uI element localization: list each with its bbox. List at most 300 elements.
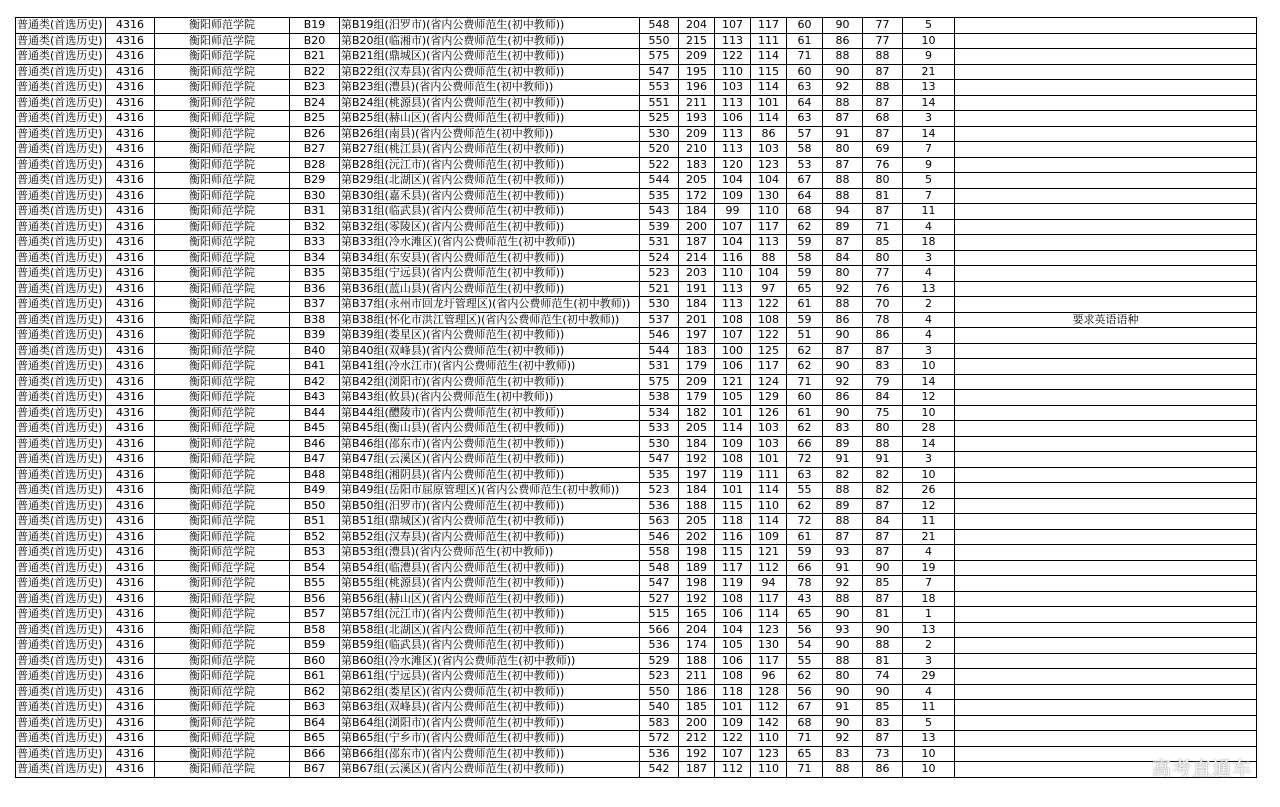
cell-category: 普通类(首选历史) <box>16 157 106 173</box>
cell-group-code: B59 <box>290 638 340 654</box>
cell-code: 4316 <box>106 498 155 514</box>
table-row <box>16 576 1257 592</box>
cell-score-5: 70 <box>863 297 903 313</box>
cell-max-score: 533 <box>640 421 679 437</box>
cell-group-name: 第B48组(湘阴县)(省内公费师范生(初中教师)) <box>340 467 640 483</box>
cell-school: 衡阳师范学院 <box>155 235 290 251</box>
cell-group-code: B56 <box>290 591 340 607</box>
cell-score-4: 90 <box>823 405 863 421</box>
cell-score-1: 109 <box>715 715 751 731</box>
cell-score-1: 122 <box>715 731 751 747</box>
cell-remark <box>955 328 1257 344</box>
cell-school: 衡阳师范学院 <box>155 281 290 297</box>
cell-max-score: 548 <box>640 560 679 576</box>
data-table <box>15 17 1257 778</box>
cell-count: 10 <box>903 746 955 762</box>
cell-score-1: 110 <box>715 64 751 80</box>
cell-max-score: 572 <box>640 731 679 747</box>
table-row <box>16 142 1257 158</box>
cell-group-name: 第B61组(宁远县)(省内公费师范生(初中教师)) <box>340 669 640 685</box>
cell-group-code: B43 <box>290 390 340 406</box>
cell-score-2: 123 <box>751 622 787 638</box>
cell-category: 普通类(首选历史) <box>16 746 106 762</box>
cell-category: 普通类(首选历史) <box>16 498 106 514</box>
cell-category: 普通类(首选历史) <box>16 111 106 127</box>
table-row <box>16 591 1257 607</box>
cell-max-score: 566 <box>640 622 679 638</box>
cell-group-code: B20 <box>290 33 340 49</box>
cell-group-code: B30 <box>290 188 340 204</box>
cell-max-score: 530 <box>640 297 679 313</box>
cell-group-code: B42 <box>290 374 340 390</box>
cell-remark <box>955 204 1257 220</box>
cell-score-3: 62 <box>787 421 823 437</box>
cell-code: 4316 <box>106 374 155 390</box>
cell-group-name: 第B65组(宁乡市)(省内公费师范生(初中教师)) <box>340 731 640 747</box>
cell-score-2: 123 <box>751 157 787 173</box>
cell-group-code: B62 <box>290 684 340 700</box>
cell-score-3: 66 <box>787 560 823 576</box>
cell-school: 衡阳师范学院 <box>155 95 290 111</box>
cell-count: 21 <box>903 529 955 545</box>
cell-score-2: 124 <box>751 374 787 390</box>
cell-score-1: 119 <box>715 467 751 483</box>
cell-group-name: 第B38组(怀化市洪江管理区)(省内公费师范生(初中教师)) <box>340 312 640 328</box>
cell-score-4: 87 <box>823 157 863 173</box>
cell-group-code: B48 <box>290 467 340 483</box>
cell-code: 4316 <box>106 157 155 173</box>
cell-count: 1 <box>903 607 955 623</box>
cell-group-code: B27 <box>290 142 340 158</box>
cell-group-code: B37 <box>290 297 340 313</box>
cell-score-5: 77 <box>863 18 903 34</box>
table-row <box>16 529 1257 545</box>
table-row <box>16 483 1257 499</box>
cell-group-name: 第B42组(浏阳市)(省内公费师范生(初中教师)) <box>340 374 640 390</box>
cell-score-4: 84 <box>823 250 863 266</box>
cell-score-3: 61 <box>787 297 823 313</box>
cell-group-code: B65 <box>290 731 340 747</box>
cell-score-1: 113 <box>715 297 751 313</box>
cell-school: 衡阳师范学院 <box>155 576 290 592</box>
cell-code: 4316 <box>106 700 155 716</box>
cell-code: 4316 <box>106 173 155 189</box>
cell-score-3: 58 <box>787 250 823 266</box>
cell-score-2: 122 <box>751 328 787 344</box>
cell-score-2: 114 <box>751 49 787 65</box>
cell-group-code: B38 <box>290 312 340 328</box>
cell-score-2: 115 <box>751 64 787 80</box>
cell-score-3: 55 <box>787 483 823 499</box>
cell-min-score: 200 <box>679 219 715 235</box>
cell-min-score: 193 <box>679 111 715 127</box>
cell-score-5: 80 <box>863 250 903 266</box>
cell-score-5: 90 <box>863 560 903 576</box>
cell-score-5: 84 <box>863 390 903 406</box>
cell-group-code: B57 <box>290 607 340 623</box>
cell-score-1: 100 <box>715 343 751 359</box>
cell-score-1: 118 <box>715 514 751 530</box>
cell-group-code: B50 <box>290 498 340 514</box>
cell-remark <box>955 483 1257 499</box>
table-row <box>16 33 1257 49</box>
cell-score-2: 88 <box>751 250 787 266</box>
cell-score-4: 92 <box>823 576 863 592</box>
cell-group-name: 第B27组(桃江县)(省内公费师范生(初中教师)) <box>340 142 640 158</box>
cell-code: 4316 <box>106 638 155 654</box>
cell-score-4: 91 <box>823 126 863 142</box>
cell-group-name: 第B22组(汉寿县)(省内公费师范生(初中教师)) <box>340 64 640 80</box>
cell-group-name: 第B55组(桃源县)(省内公费师范生(初中教师)) <box>340 576 640 592</box>
cell-count: 10 <box>903 405 955 421</box>
cell-score-2: 104 <box>751 266 787 282</box>
cell-max-score: 547 <box>640 452 679 468</box>
cell-group-name: 第B34组(东安县)(省内公费师范生(初中教师)) <box>340 250 640 266</box>
cell-category: 普通类(首选历史) <box>16 312 106 328</box>
cell-count: 4 <box>903 545 955 561</box>
cell-remark <box>955 514 1257 530</box>
cell-group-name: 第B44组(醴陵市)(省内公费师范生(初中教师)) <box>340 405 640 421</box>
cell-score-1: 116 <box>715 529 751 545</box>
cell-remark <box>955 529 1257 545</box>
cell-group-code: B49 <box>290 483 340 499</box>
cell-score-1: 122 <box>715 49 751 65</box>
cell-score-2: 122 <box>751 297 787 313</box>
cell-max-score: 536 <box>640 498 679 514</box>
cell-min-score: 198 <box>679 576 715 592</box>
cell-max-score: 551 <box>640 95 679 111</box>
cell-min-score: 203 <box>679 266 715 282</box>
cell-category: 普通类(首选历史) <box>16 173 106 189</box>
cell-min-score: 212 <box>679 731 715 747</box>
cell-remark <box>955 173 1257 189</box>
cell-category: 普通类(首选历史) <box>16 560 106 576</box>
cell-code: 4316 <box>106 297 155 313</box>
cell-score-4: 89 <box>823 436 863 452</box>
cell-score-3: 59 <box>787 235 823 251</box>
cell-code: 4316 <box>106 18 155 34</box>
cell-max-score: 558 <box>640 545 679 561</box>
cell-score-5: 73 <box>863 746 903 762</box>
cell-min-score: 187 <box>679 762 715 778</box>
cell-score-1: 107 <box>715 328 751 344</box>
cell-min-score: 205 <box>679 421 715 437</box>
cell-remark <box>955 250 1257 266</box>
cell-school: 衡阳师范学院 <box>155 669 290 685</box>
cell-max-score: 530 <box>640 436 679 452</box>
cell-max-score: 520 <box>640 142 679 158</box>
cell-score-3: 59 <box>787 312 823 328</box>
cell-score-1: 121 <box>715 374 751 390</box>
table-row <box>16 173 1257 189</box>
cell-score-2: 121 <box>751 545 787 561</box>
cell-category: 普通类(首选历史) <box>16 731 106 747</box>
cell-score-1: 110 <box>715 266 751 282</box>
cell-max-score: 524 <box>640 250 679 266</box>
cell-min-score: 165 <box>679 607 715 623</box>
cell-group-name: 第B43组(攸县)(省内公费师范生(初中教师)) <box>340 390 640 406</box>
cell-score-4: 80 <box>823 669 863 685</box>
cell-score-4: 86 <box>823 33 863 49</box>
cell-code: 4316 <box>106 33 155 49</box>
cell-score-1: 108 <box>715 591 751 607</box>
cell-count: 12 <box>903 498 955 514</box>
cell-remark <box>955 700 1257 716</box>
cell-remark <box>955 33 1257 49</box>
cell-score-1: 108 <box>715 669 751 685</box>
cell-school: 衡阳师范学院 <box>155 250 290 266</box>
cell-group-code: B51 <box>290 514 340 530</box>
cell-count: 28 <box>903 421 955 437</box>
cell-max-score: 543 <box>640 204 679 220</box>
cell-max-score: 527 <box>640 591 679 607</box>
cell-score-1: 106 <box>715 111 751 127</box>
cell-school: 衡阳师范学院 <box>155 421 290 437</box>
cell-category: 普通类(首选历史) <box>16 622 106 638</box>
cell-score-1: 99 <box>715 204 751 220</box>
cell-score-4: 90 <box>823 607 863 623</box>
cell-score-3: 62 <box>787 498 823 514</box>
cell-score-4: 90 <box>823 715 863 731</box>
cell-group-code: B67 <box>290 762 340 778</box>
cell-score-5: 91 <box>863 452 903 468</box>
cell-group-name: 第B64组(浏阳市)(省内公费师范生(初中教师)) <box>340 715 640 731</box>
cell-remark <box>955 266 1257 282</box>
table-row <box>16 374 1257 390</box>
cell-score-2: 114 <box>751 111 787 127</box>
cell-count: 5 <box>903 18 955 34</box>
cell-count: 11 <box>903 700 955 716</box>
cell-school: 衡阳师范学院 <box>155 684 290 700</box>
cell-count: 9 <box>903 49 955 65</box>
cell-category: 普通类(首选历史) <box>16 576 106 592</box>
cell-min-score: 198 <box>679 545 715 561</box>
cell-max-score: 523 <box>640 483 679 499</box>
cell-group-name: 第B62组(娄星区)(省内公费师范生(初中教师)) <box>340 684 640 700</box>
cell-group-name: 第B40组(双峰县)(省内公费师范生(初中教师)) <box>340 343 640 359</box>
cell-school: 衡阳师范学院 <box>155 359 290 375</box>
cell-score-2: 130 <box>751 638 787 654</box>
cell-min-score: 209 <box>679 49 715 65</box>
cell-score-1: 108 <box>715 452 751 468</box>
cell-min-score: 205 <box>679 514 715 530</box>
cell-max-score: 546 <box>640 529 679 545</box>
cell-group-code: B47 <box>290 452 340 468</box>
cell-category: 普通类(首选历史) <box>16 80 106 96</box>
cell-category: 普通类(首选历史) <box>16 188 106 204</box>
cell-min-score: 214 <box>679 250 715 266</box>
cell-score-2: 113 <box>751 235 787 251</box>
cell-score-5: 87 <box>863 545 903 561</box>
cell-code: 4316 <box>106 281 155 297</box>
cell-category: 普通类(首选历史) <box>16 700 106 716</box>
cell-group-code: B24 <box>290 95 340 111</box>
cell-score-3: 72 <box>787 452 823 468</box>
cell-group-code: B39 <box>290 328 340 344</box>
cell-score-3: 68 <box>787 204 823 220</box>
cell-score-3: 64 <box>787 95 823 111</box>
cell-count: 5 <box>903 715 955 731</box>
cell-max-score: 575 <box>640 49 679 65</box>
cell-score-3: 71 <box>787 374 823 390</box>
cell-score-1: 106 <box>715 607 751 623</box>
cell-code: 4316 <box>106 266 155 282</box>
cell-score-4: 92 <box>823 80 863 96</box>
cell-school: 衡阳师范学院 <box>155 312 290 328</box>
table-row <box>16 746 1257 762</box>
cell-category: 普通类(首选历史) <box>16 281 106 297</box>
table-row <box>16 219 1257 235</box>
cell-group-name: 第B24组(桃源县)(省内公费师范生(初中教师)) <box>340 95 640 111</box>
cell-score-3: 62 <box>787 219 823 235</box>
cell-score-5: 88 <box>863 638 903 654</box>
cell-count: 9 <box>903 157 955 173</box>
cell-code: 4316 <box>106 715 155 731</box>
cell-group-code: B53 <box>290 545 340 561</box>
cell-group-name: 第B30组(嘉禾县)(省内公费师范生(初中教师)) <box>340 188 640 204</box>
cell-score-4: 82 <box>823 467 863 483</box>
cell-score-5: 83 <box>863 359 903 375</box>
cell-score-3: 62 <box>787 669 823 685</box>
cell-group-name: 第B56组(赫山区)(省内公费师范生(初中教师)) <box>340 591 640 607</box>
cell-category: 普通类(首选历史) <box>16 359 106 375</box>
cell-school: 衡阳师范学院 <box>155 390 290 406</box>
cell-remark <box>955 467 1257 483</box>
cell-score-1: 106 <box>715 653 751 669</box>
cell-score-3: 58 <box>787 142 823 158</box>
cell-score-4: 87 <box>823 529 863 545</box>
cell-remark <box>955 498 1257 514</box>
cell-school: 衡阳师范学院 <box>155 64 290 80</box>
cell-remark <box>955 653 1257 669</box>
cell-min-score: 209 <box>679 126 715 142</box>
cell-max-score: 530 <box>640 126 679 142</box>
cell-count: 10 <box>903 359 955 375</box>
cell-max-score: 515 <box>640 607 679 623</box>
cell-code: 4316 <box>106 421 155 437</box>
cell-min-score: 197 <box>679 328 715 344</box>
cell-score-4: 87 <box>823 111 863 127</box>
cell-count: 13 <box>903 731 955 747</box>
cell-group-code: B44 <box>290 405 340 421</box>
cell-score-1: 101 <box>715 405 751 421</box>
cell-count: 7 <box>903 142 955 158</box>
cell-school: 衡阳师范学院 <box>155 591 290 607</box>
cell-group-name: 第B20组(临湘市)(省内公费师范生(初中教师)) <box>340 33 640 49</box>
cell-score-3: 60 <box>787 64 823 80</box>
cell-score-2: 110 <box>751 731 787 747</box>
cell-score-5: 75 <box>863 405 903 421</box>
cell-score-1: 112 <box>715 762 751 778</box>
cell-group-code: B23 <box>290 80 340 96</box>
cell-remark <box>955 622 1257 638</box>
table-row <box>16 250 1257 266</box>
cell-code: 4316 <box>106 95 155 111</box>
cell-max-score: 583 <box>640 715 679 731</box>
cell-max-score: 523 <box>640 266 679 282</box>
cell-count: 13 <box>903 622 955 638</box>
cell-school: 衡阳师范学院 <box>155 560 290 576</box>
cell-group-code: B31 <box>290 204 340 220</box>
cell-score-3: 65 <box>787 281 823 297</box>
cell-remark <box>955 715 1257 731</box>
cell-score-2: 94 <box>751 576 787 592</box>
cell-group-name: 第B37组(永州市回龙圩管理区)(省内公费师范生(初中教师)) <box>340 297 640 313</box>
cell-score-5: 90 <box>863 684 903 700</box>
admission-score-table <box>15 17 1257 778</box>
cell-score-2: 117 <box>751 359 787 375</box>
cell-score-4: 91 <box>823 452 863 468</box>
cell-max-score: 539 <box>640 219 679 235</box>
cell-category: 普通类(首选历史) <box>16 452 106 468</box>
cell-score-5: 79 <box>863 374 903 390</box>
cell-category: 普通类(首选历史) <box>16 762 106 778</box>
cell-max-score: 535 <box>640 467 679 483</box>
cell-score-3: 43 <box>787 591 823 607</box>
cell-code: 4316 <box>106 250 155 266</box>
cell-score-2: 112 <box>751 700 787 716</box>
cell-score-4: 92 <box>823 374 863 390</box>
cell-school: 衡阳师范学院 <box>155 653 290 669</box>
cell-school: 衡阳师范学院 <box>155 514 290 530</box>
cell-min-score: 184 <box>679 483 715 499</box>
cell-score-5: 71 <box>863 219 903 235</box>
cell-code: 4316 <box>106 591 155 607</box>
cell-remark <box>955 95 1257 111</box>
cell-score-1: 104 <box>715 173 751 189</box>
cell-score-4: 86 <box>823 390 863 406</box>
cell-remark <box>955 669 1257 685</box>
cell-code: 4316 <box>106 390 155 406</box>
cell-code: 4316 <box>106 452 155 468</box>
cell-min-score: 179 <box>679 359 715 375</box>
cell-score-3: 63 <box>787 467 823 483</box>
cell-min-score: 209 <box>679 374 715 390</box>
watermark-text: 高考直通车 <box>1151 758 1252 780</box>
cell-score-5: 87 <box>863 95 903 111</box>
cell-score-3: 60 <box>787 390 823 406</box>
cell-remark <box>955 638 1257 654</box>
cell-score-2: 126 <box>751 405 787 421</box>
cell-school: 衡阳师范学院 <box>155 328 290 344</box>
cell-max-score: 550 <box>640 684 679 700</box>
cell-score-5: 87 <box>863 731 903 747</box>
cell-code: 4316 <box>106 188 155 204</box>
cell-group-name: 第B41组(冷水江市)(省内公费师范生(初中教师)) <box>340 359 640 375</box>
cell-group-code: B28 <box>290 157 340 173</box>
cell-remark <box>955 343 1257 359</box>
cell-score-4: 93 <box>823 622 863 638</box>
cell-score-4: 88 <box>823 653 863 669</box>
cell-school: 衡阳师范学院 <box>155 49 290 65</box>
table-row <box>16 684 1257 700</box>
cell-group-code: B54 <box>290 560 340 576</box>
cell-score-2: 103 <box>751 436 787 452</box>
cell-group-code: B36 <box>290 281 340 297</box>
cell-score-5: 87 <box>863 343 903 359</box>
cell-score-3: 71 <box>787 731 823 747</box>
cell-score-4: 88 <box>823 483 863 499</box>
table-row <box>16 653 1257 669</box>
cell-score-2: 112 <box>751 560 787 576</box>
cell-min-score: 215 <box>679 33 715 49</box>
cell-score-3: 59 <box>787 545 823 561</box>
cell-code: 4316 <box>106 545 155 561</box>
cell-score-5: 83 <box>863 715 903 731</box>
table-row <box>16 514 1257 530</box>
cell-score-3: 56 <box>787 684 823 700</box>
cell-score-2: 103 <box>751 421 787 437</box>
